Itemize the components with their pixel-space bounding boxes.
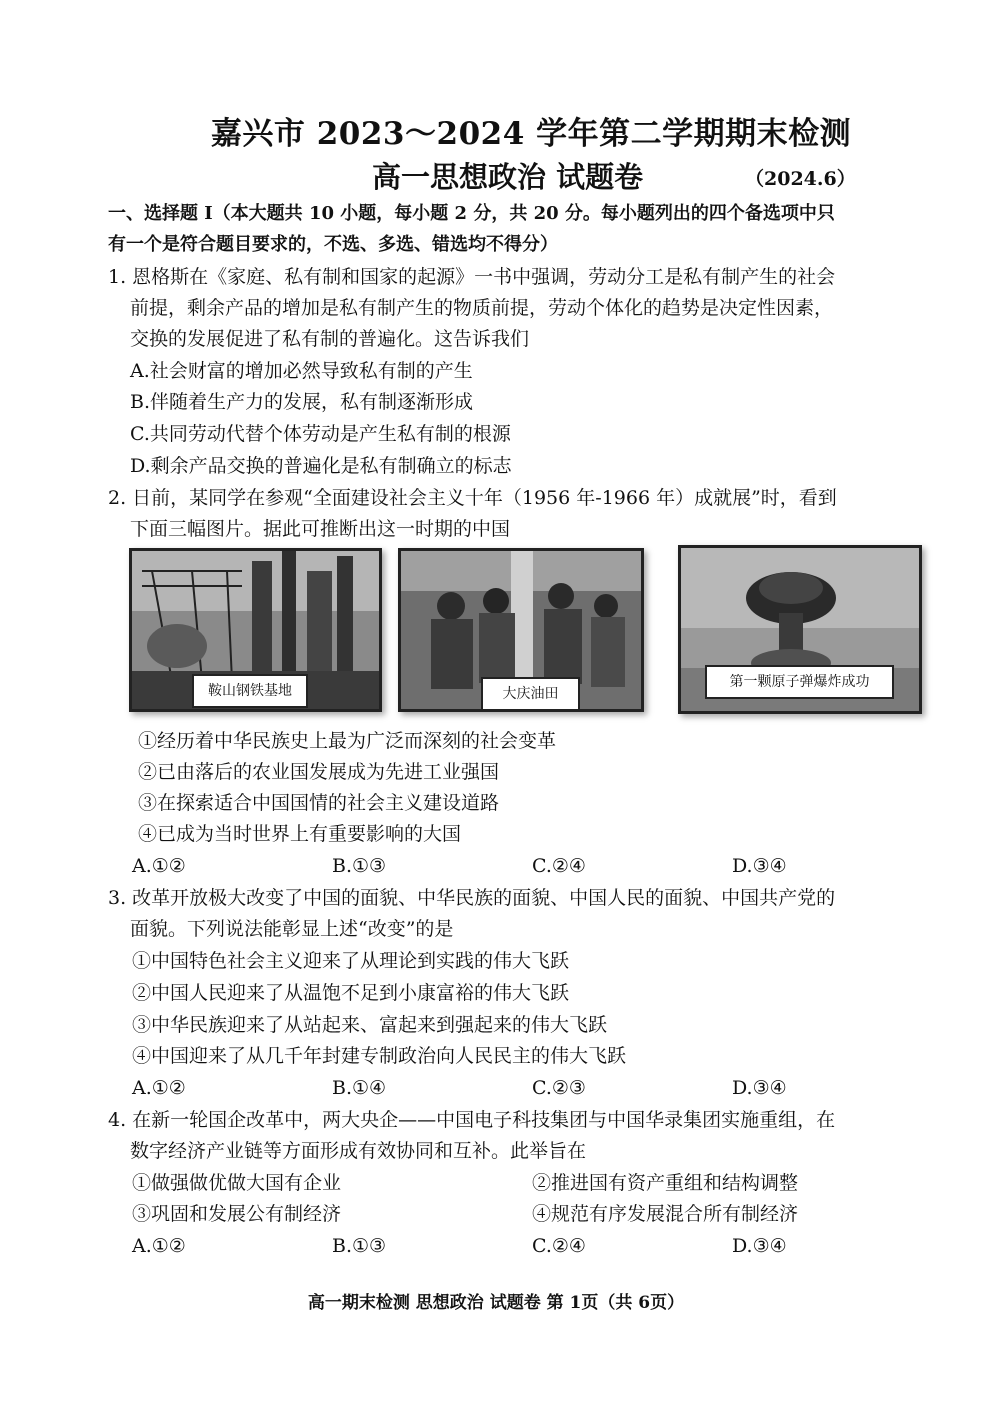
oil-field-caption: 大庆油田 [481,677,580,711]
q3-choice-d: D.③④ [732,1077,787,1099]
q3-choice-a: A.①② [132,1077,186,1099]
q4-choice-c: C.②④ [532,1235,586,1257]
q4-statement-4: ④规范有序发展混合所有制经济 [532,1203,799,1225]
exam-date: （2024.6） [745,168,856,190]
q2-choice-b: B.①③ [332,855,387,877]
q4-choice-d: D.③④ [732,1235,787,1257]
q2-statement-2: ②已由落后的农业国发展成为先进工业强国 [138,761,500,783]
q2-stem-line2: 下面三幅图片。据此可推断出这一时期的中国 [130,518,511,540]
q4-statement-3: ③巩固和发展公有制经济 [132,1203,342,1225]
steel-plant-photo [129,548,382,712]
oil-field-photo [398,548,644,712]
q4-stem-line1: 4. 在新一轮国企改革中，两大央企——中国电子科技集团与中国华录集团实施重组，在 [108,1109,836,1131]
mushroom-cloud-caption: 第一颗原子弹爆炸成功 [705,665,894,699]
q1-stem-line2: 前提，剩余产品的增加是私有制产生的物质前提，劳动个体化的趋势是决定性因素， [130,297,834,319]
exam-title: 嘉兴市 2023～2024 学年第二学期期末检测 [210,116,852,152]
q4-statement-1: ①做强做优做大国有企业 [132,1172,342,1194]
q3-statement-4: ④中国迎来了从几千年封建专制政治向人民民主的伟大飞跃 [132,1045,627,1067]
q1-option-c: C.共同劳动代替个体劳动是产生私有制的根源 [130,423,511,445]
steel-plant-caption: 鞍山钢铁基地 [192,674,308,708]
q4-stem-line2: 数字经济产业链等方面形成有效协同和互补。此举旨在 [130,1140,587,1162]
q4-choice-a: A.①② [132,1235,186,1257]
q2-statement-4: ④已成为当时世界上有重要影响的大国 [138,823,462,845]
q3-stem-line1: 3. 改革开放极大改变了中国的面貌、中华民族的面貌、中国人民的面貌、中国共产党的 [108,887,836,909]
q2-stem-line1: 2. 日前，某同学在参观“全面建设社会主义十年（1956 年-1966 年）成就展”时，看到 [108,487,837,509]
q1-option-b: B.伴随着生产力的发展，私有制逐渐形成 [130,391,474,413]
q3-statement-3: ③中华民族迎来了从站起来、富起来到强起来的伟大飞跃 [132,1014,608,1036]
q4-statement-2: ②推进国有资产重组和结构调整 [532,1172,799,1194]
q2-choice-d: D.③④ [732,855,787,877]
q3-statement-1: ①中国特色社会主义迎来了从理论到实践的伟大飞跃 [132,950,570,972]
q1-stem-line1: 1. 恩格斯在《家庭、私有制和国家的起源》一书中强调，劳动分工是私有制产生的社会 [108,266,836,288]
q1-stem-line3: 交换的发展促进了私有制的普遍化。这告诉我们 [130,328,530,350]
q2-choice-a: A.①② [132,855,186,877]
q3-choice-b: B.①④ [332,1077,387,1099]
section-heading-line1: 一、选择题 I（本大题共 10 小题，每小题 2 分，共 20 分。每小题列出的四个备选项中只 [108,203,835,224]
q3-statement-2: ②中国人民迎来了从温饱不足到小康富裕的伟大飞跃 [132,982,570,1004]
q1-option-a: A.社会财富的增加必然导致私有制的产生 [130,360,473,382]
q2-statement-1: ①经历着中华民族史上最为广泛而深刻的社会变革 [138,730,557,752]
q1-option-d: D.剩余产品交换的普遍化是私有制确立的标志 [130,455,512,477]
q3-stem-line2: 面貌。下列说法能彰显上述“改变”的是 [130,918,454,940]
q2-choice-c: C.②④ [532,855,586,877]
q2-statement-3: ③在探索适合中国国情的社会主义建设道路 [138,792,500,814]
section-heading-line2: 有一个是符合题目要求的，不选、多选、错选均不得分） [108,234,558,255]
mushroom-cloud-photo [678,545,922,714]
q4-choice-b: B.①③ [332,1235,387,1257]
exam-subtitle: 高一思想政治 试题卷 [372,160,644,194]
page-footer: 高一期末检测 思想政治 试题卷 第 1页（共 6页） [307,1293,685,1313]
q3-choice-c: C.②③ [532,1077,586,1099]
